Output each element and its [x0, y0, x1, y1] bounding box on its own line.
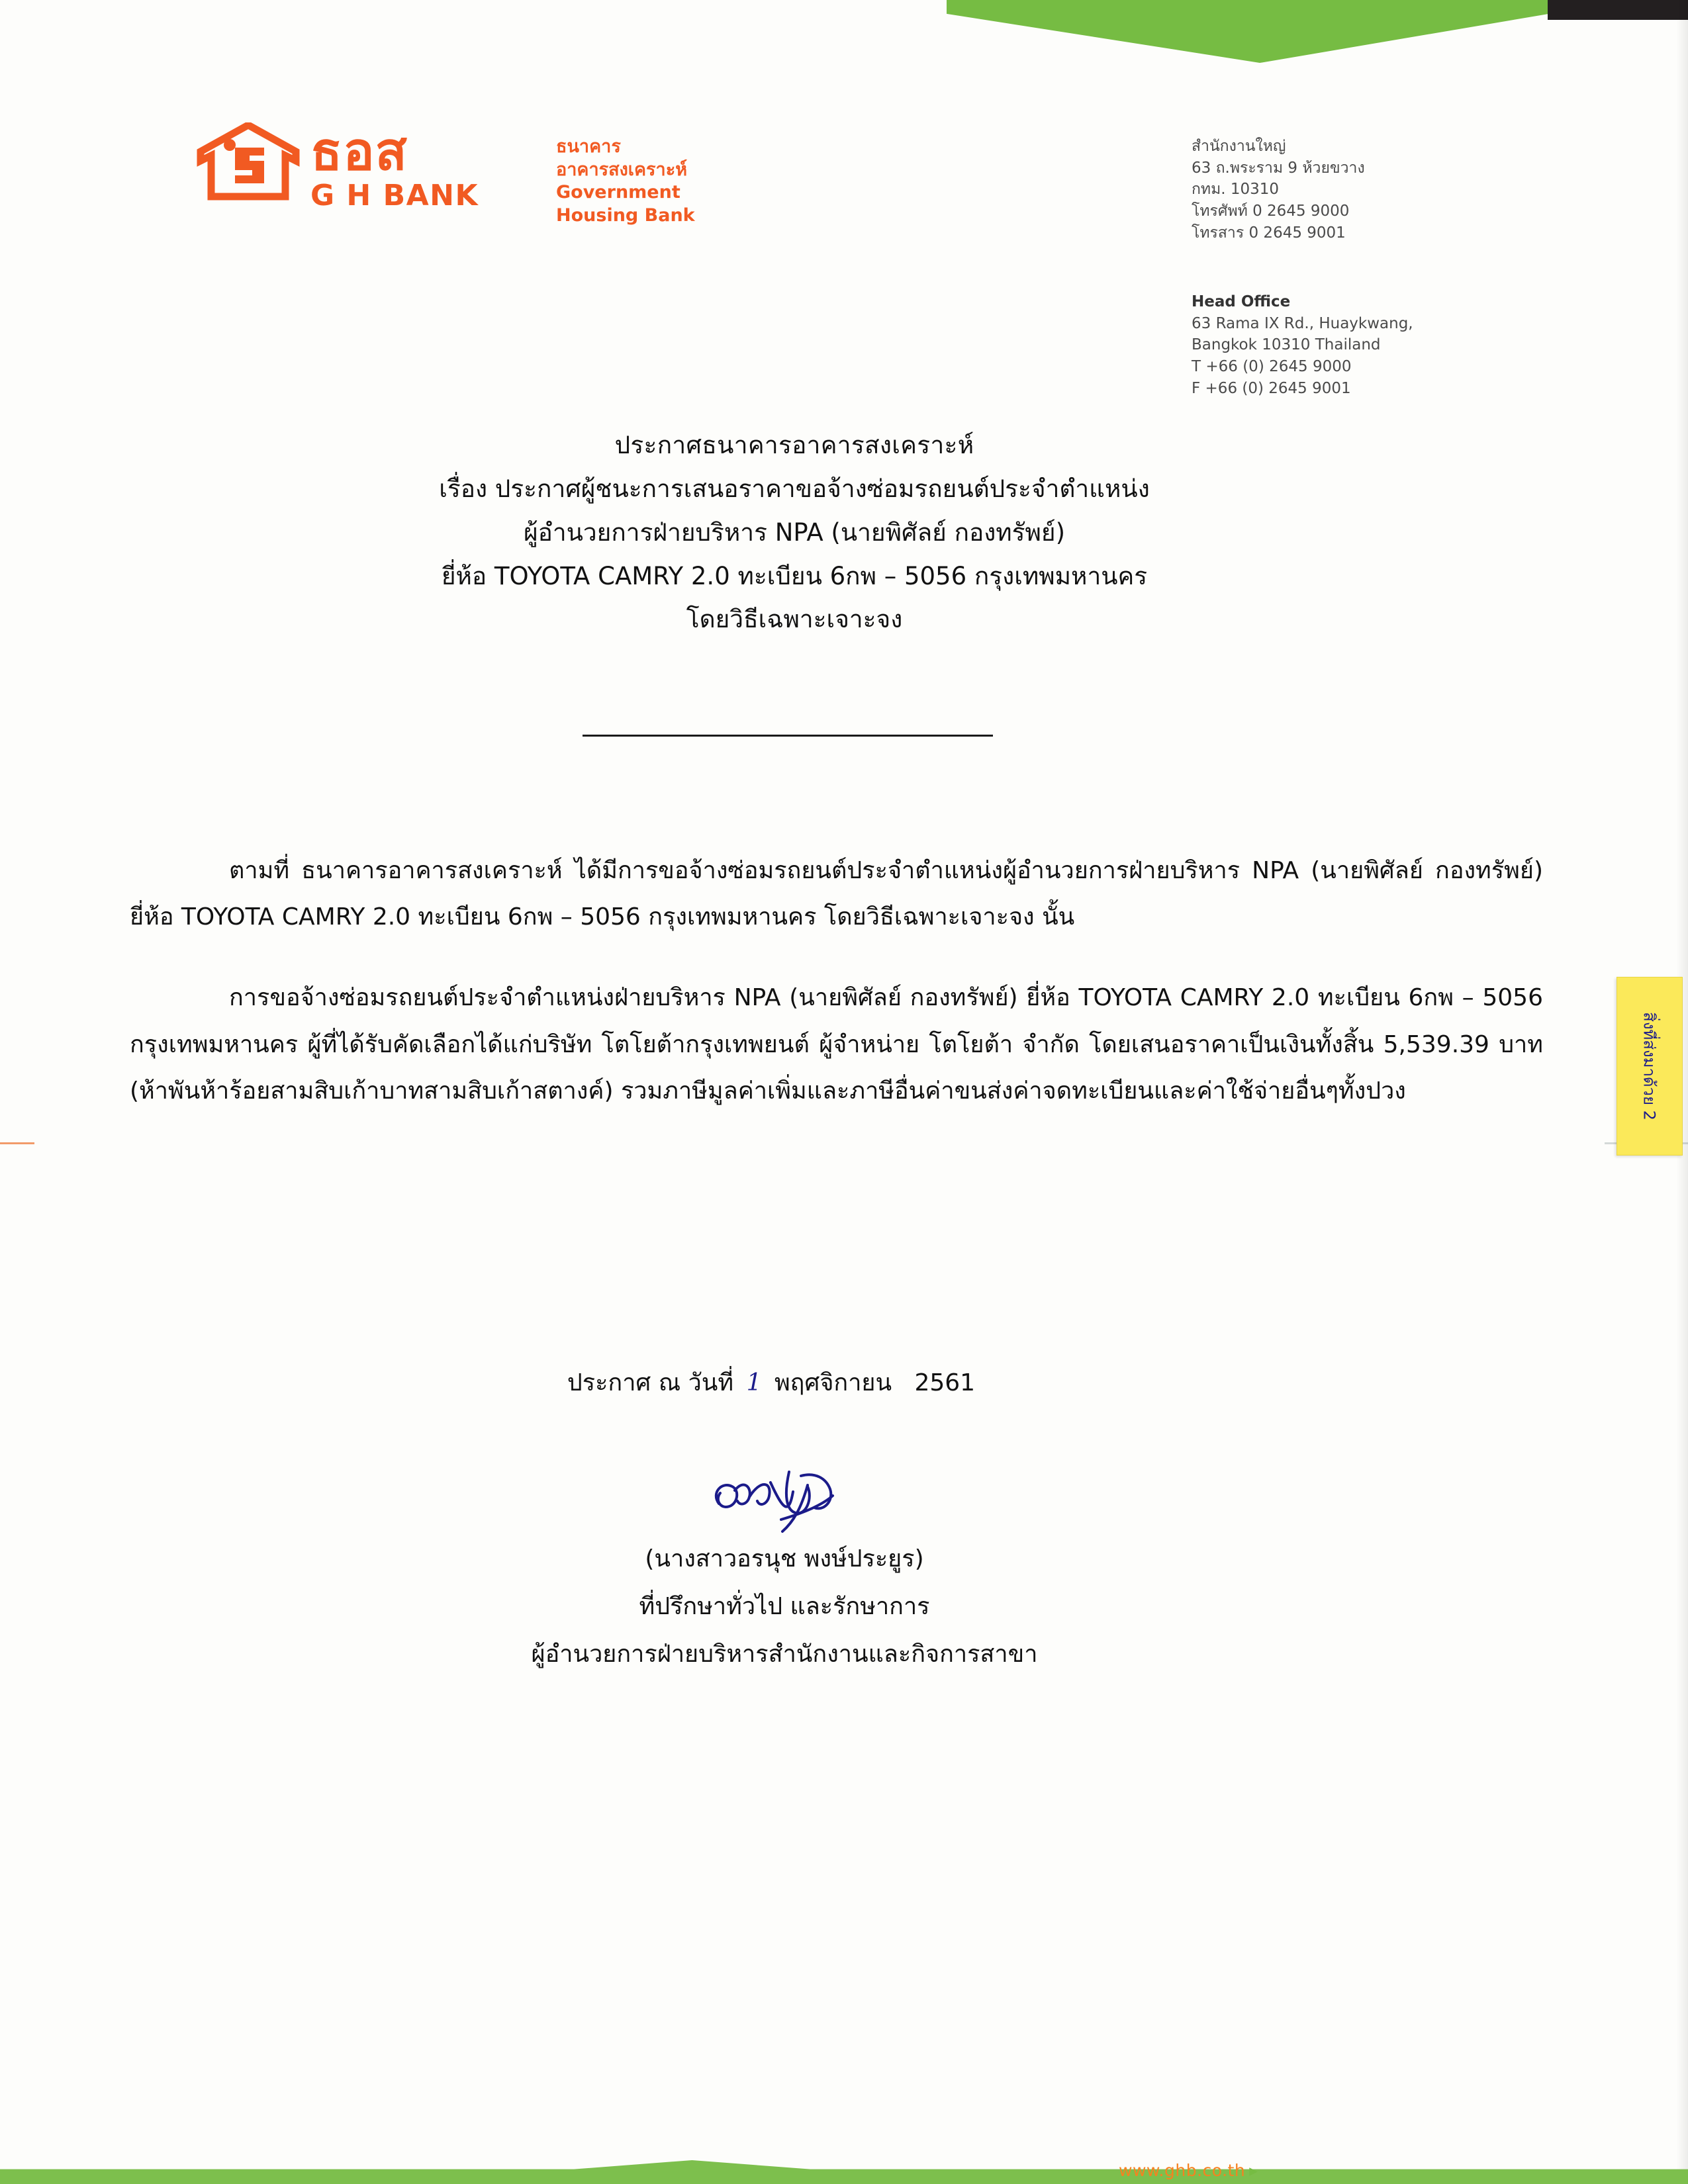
- bank-name-line-1: ธนาคาร: [556, 136, 621, 157]
- signatory-position-line-1: ที่ปรึกษาทั่วไป และรักษาการ: [639, 1593, 930, 1620]
- body-paragraph-2: [130, 975, 1543, 1115]
- body-paragraph-2-text: การขอจ้างซ่อมรถยนต์ประจำตำแหน่งฝ่ายบริหาร NPA (นายพิศัลย์ กองทรัพย์) ยี่ห้อ TOYOTA CAMRY 2.0 ทะเบียน 6กพ – 5056 กรุงเทพมหานคร ผู้ที่ได้รับคัดเลือกได้แก่บริษัท โตโยต้ากรุงเทพยนต์ ผู้จำหน่าย โตโยต้า จำกัด โดยเสนอราคาเป็นเงินทั้งสิ้น 5,539.39 บาท (ห้าพันห้าร้อยสามสิบเก้าบาทสามสิบเก้าสตางค์) รวมภาษีมูลค่าเพิ่มและภาษีอื่นค่าขนส่งค่าจดทะเบียนและค่าใช้จ่ายอื่นๆทั้งปวง: [130, 984, 1543, 1105]
- title-line-4: ยี่ห้อ TOYOTA CAMRY 2.0 ทะเบียน 6กพ – 5056 กรุงเทพมหานคร: [441, 561, 1148, 590]
- title-line-3: ผู้อำนวยการฝ่ายบริหาร NPA (นายพิศัลย์ กองทรัพย์): [523, 518, 1066, 547]
- logo-thai-wordmark: ธอส: [310, 121, 408, 182]
- announcement-date-year: 2561: [914, 1369, 976, 1396]
- address-en-title: Head Office: [1192, 293, 1291, 310]
- footer-website-url: [1119, 2161, 1258, 2180]
- handwritten-signature: [702, 1456, 900, 1542]
- signature-block: [0, 1535, 1569, 1678]
- title-divider: [583, 735, 993, 737]
- address-th-line-2: 63 ถ.พระราม 9 ห้วยขวาง: [1192, 159, 1365, 177]
- address-th-line-5: โทรสาร 0 2645 9001: [1192, 224, 1346, 242]
- title-line-1: ประกาศธนาคารอาคารสงเคราะห์: [614, 431, 974, 459]
- signatory-name: (นางสาวอรนุช พงษ์ประยูร): [645, 1545, 924, 1572]
- title-line-5: โดยวิธีเฉพาะเจาะจง: [686, 605, 903, 634]
- bank-name-line-3: Government: [556, 182, 680, 203]
- body-paragraph-1-text: ตามที่ ธนาคารอาคารสงเคราะห์ ได้มีการขอจ้างซ่อมรถยนต์ประจำตำแหน่งผู้อำนวยการฝ่ายบริหาร NPA (นายพิศัลย์ กองทรัพย์) ยี่ห้อ TOYOTA CAMRY 2.0 ทะเบียน 6กพ – 5056 กรุงเทพมหานคร โดยวิธีเฉพาะเจาะจง นั้น: [130, 857, 1543, 931]
- address-en-line-1: 63 Rama IX Rd., Huaykwang,: [1192, 314, 1413, 332]
- bank-logo: [195, 122, 479, 212]
- bank-name-block: [556, 136, 695, 227]
- scan-artifact-left: [0, 1142, 34, 1144]
- announcement-date: [0, 1363, 1542, 1401]
- title-line-2: เรื่อง ประกาศผู้ชนะการเสนอราคาขอจ้างซ่อมรถยนต์ประจำตำแหน่ง: [439, 474, 1150, 503]
- sticky-note-label: สิ่งที่ส่งมาด้วย 2: [1640, 1012, 1659, 1120]
- address-th-line-3: กทม. 10310: [1192, 181, 1280, 199]
- address-en-line-3: T +66 (0) 2645 9000: [1192, 357, 1352, 375]
- address-en-line-2: Bangkok 10310 Thailand: [1192, 336, 1381, 354]
- address-en-line-4: F +66 (0) 2645 9001: [1192, 379, 1351, 397]
- footer-url-text: www.ghb.co.th: [1119, 2161, 1246, 2180]
- ghbank-house-logo-icon: [195, 122, 301, 205]
- address-english: [1192, 291, 1413, 399]
- arrow-icon: ▸: [1249, 2161, 1258, 2180]
- body-paragraph-1: [130, 848, 1543, 940]
- announcement-date-prefix: ประกาศ ณ วันที่: [567, 1369, 734, 1396]
- signatory-position-line-2: ผู้อำนวยการฝ่ายบริหารสำนักงานและกิจการสาขา: [531, 1641, 1038, 1668]
- announcement-date-day: 1: [746, 1369, 762, 1396]
- bank-name-line-4: Housing Bank: [556, 205, 695, 226]
- green-footer-decoration: [0, 2160, 1688, 2184]
- address-th-line-1: สำนักงานใหญ่: [1192, 138, 1286, 155]
- document-title: [0, 424, 1589, 641]
- document-body: [130, 824, 1543, 1149]
- green-chevron-decoration: [947, 0, 1549, 63]
- announcement-date-month: พฤศจิกายน: [774, 1369, 892, 1396]
- address-thai: [1192, 136, 1365, 244]
- dark-corner-decoration: [1548, 0, 1688, 20]
- bank-name-line-2: อาคารสงเคราะห์: [556, 159, 688, 180]
- sticky-note: [1617, 977, 1683, 1156]
- address-th-line-4: โทรศัพท์ 0 2645 9000: [1192, 202, 1350, 220]
- logo-english-wordmark: G H BANK: [310, 178, 479, 212]
